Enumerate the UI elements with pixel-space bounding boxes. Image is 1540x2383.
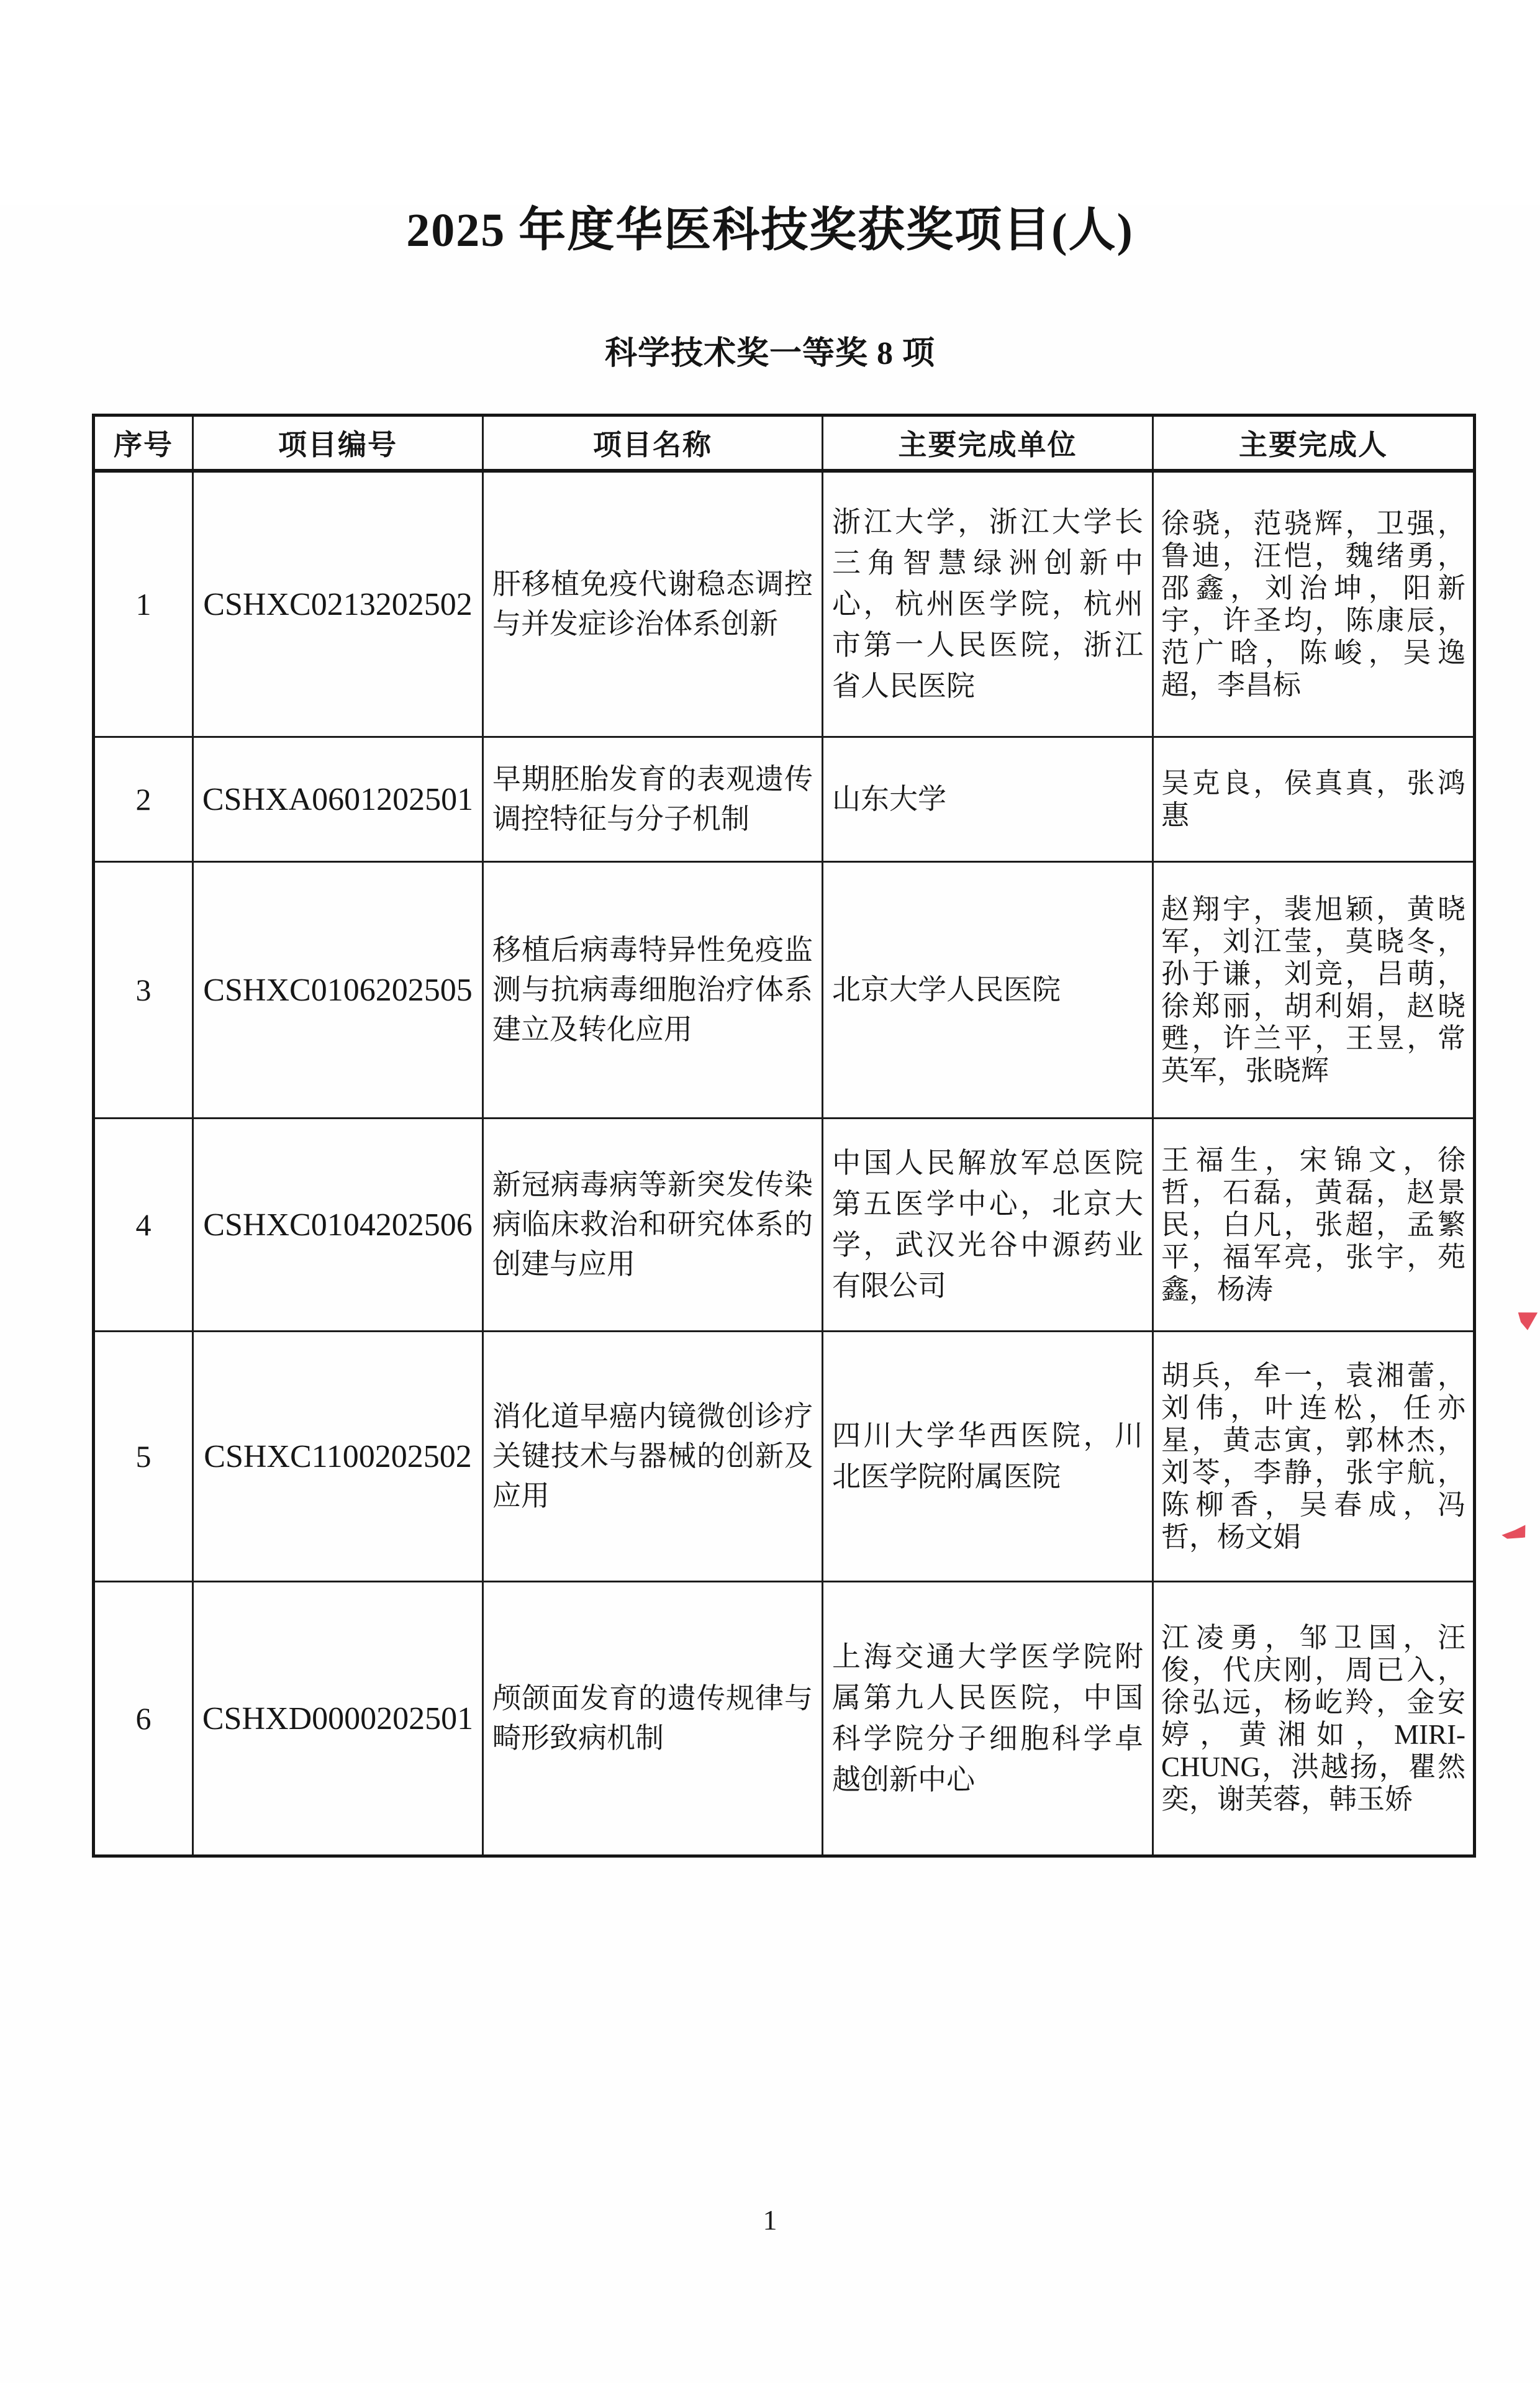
cell-project-code: CSHXC0106202505 bbox=[193, 862, 483, 1119]
cell-project-code: CSHXC0213202502 bbox=[193, 471, 483, 737]
cell-serial: 4 bbox=[94, 1119, 193, 1332]
scan-artifact-red-mark bbox=[1514, 1307, 1538, 1332]
col-header-serial: 序号 bbox=[94, 415, 193, 471]
cell-people: 王福生，宋锦文，徐哲，石磊，黄磊，赵景民，白凡，张超，孟繁平，福军亮，张宇，苑鑫，杨涛 bbox=[1153, 1119, 1475, 1332]
page-subtitle: 科学技术奖一等奖 8 项 bbox=[604, 336, 935, 371]
cell-project-code: CSHXC0104202506 bbox=[193, 1119, 483, 1332]
col-header-project-name: 项目名称 bbox=[483, 415, 823, 471]
cell-serial: 5 bbox=[94, 1332, 193, 1582]
table-row bbox=[94, 737, 1475, 862]
cell-people: 胡兵，牟一，袁湘蕾，刘伟，叶连松，任亦星，黄志寅，郭林杰，刘苓，李静，张宇航，陈柳香，吴春成，冯哲，杨文娟 bbox=[1153, 1332, 1475, 1582]
document-page bbox=[0, 205, 1540, 2383]
cell-project-name: 颅颌面发育的遗传规律与畸形致病机制 bbox=[483, 1582, 823, 1856]
cell-org: 山东大学 bbox=[823, 737, 1153, 862]
cell-people: 吴克良，侯真真，张鸿惠 bbox=[1153, 737, 1475, 862]
cell-org: 上海交通大学医学院附属第九人民医院，中国科学院分子细胞科学卓越创新中心 bbox=[823, 1582, 1153, 1856]
cell-serial: 6 bbox=[94, 1582, 193, 1856]
cell-org: 四川大学华西医院，川北医学院附属医院 bbox=[823, 1332, 1153, 1582]
cell-project-code: CSHXD0000202501 bbox=[193, 1582, 483, 1856]
cell-people: 赵翔宇，裴旭颖，黄晓军，刘江莹，莫晓冬，孙于谦，刘竞，吕萌，徐郑丽，胡利娟，赵晓甦，许兰平，王昱，常英军，张晓辉 bbox=[1153, 862, 1475, 1119]
page-title: 2025 年度华医科技奖获奖项目(人) bbox=[406, 204, 1134, 256]
cell-serial: 2 bbox=[94, 737, 193, 862]
cell-project-name: 早期胚胎发育的表观遗传调控特征与分子机制 bbox=[483, 737, 823, 862]
cell-project-code: CSHXC1100202502 bbox=[193, 1332, 483, 1582]
scan-artifact-red-mark bbox=[1501, 1525, 1527, 1540]
cell-project-name: 消化道早癌内镜微创诊疗关键技术与器械的创新及应用 bbox=[483, 1332, 823, 1582]
cell-people: 江凌勇，邹卫国，汪俊，代庆刚，周已入，徐弘远，杨屹羚，金安婷，黄湘如，MIRI-CHUNG，洪越扬，瞿然奕，谢芙蓉，韩玉娇 bbox=[1153, 1582, 1475, 1856]
table-row bbox=[94, 1332, 1475, 1582]
award-table bbox=[92, 414, 1476, 1858]
cell-serial: 3 bbox=[94, 862, 193, 1119]
cell-project-code: CSHXA0601202501 bbox=[193, 737, 483, 862]
cell-project-name: 移植后病毒特异性免疫监测与抗病毒细胞治疗体系建立及转化应用 bbox=[483, 862, 823, 1119]
col-header-project-code: 项目编号 bbox=[193, 415, 483, 471]
table-header-row bbox=[94, 415, 1475, 471]
cell-serial: 1 bbox=[94, 471, 193, 737]
cell-org: 北京大学人民医院 bbox=[823, 862, 1153, 1119]
cell-project-name: 新冠病毒病等新突发传染病临床救治和研究体系的创建与应用 bbox=[483, 1119, 823, 1332]
cell-people: 徐骁，范骁辉，卫强，鲁迪，汪恺，魏绪勇，邵鑫，刘治坤，阳新宇，许圣均，陈康辰，范广晗，陈峻，吴逸超，李昌标 bbox=[1153, 471, 1475, 737]
cell-project-name: 肝移植免疫代谢稳态调控与并发症诊治体系创新 bbox=[483, 471, 823, 737]
table-row bbox=[94, 1582, 1475, 1856]
table-row bbox=[94, 1119, 1475, 1332]
table-row bbox=[94, 862, 1475, 1119]
col-header-people: 主要完成人 bbox=[1153, 415, 1475, 471]
col-header-org: 主要完成单位 bbox=[823, 415, 1153, 471]
page-number: 1 bbox=[763, 2204, 777, 2236]
cell-org: 中国人民解放军总医院第五医学中心，北京大学，武汉光谷中源药业有限公司 bbox=[823, 1119, 1153, 1332]
cell-org: 浙江大学，浙江大学长三角智慧绿洲创新中心，杭州医学院，杭州市第一人民医院，浙江省人民医院 bbox=[823, 471, 1153, 737]
table-row bbox=[94, 471, 1475, 737]
